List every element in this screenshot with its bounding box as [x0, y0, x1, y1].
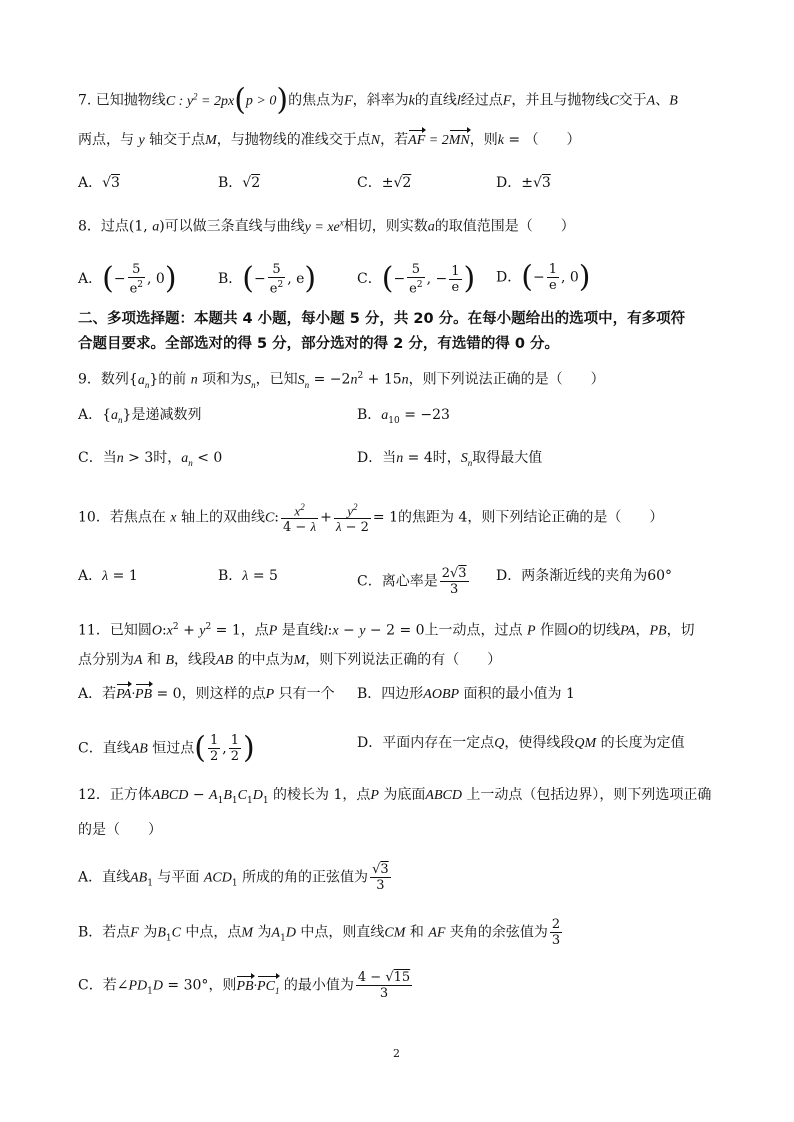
q9-option-a[interactable]: A．$\{a_n\}$是递减数列	[78, 407, 202, 425]
q7-option-b[interactable]: B．√2	[218, 175, 261, 191]
q8-option-c[interactable]: C．(− $\frac{5}{e^2}$ , − $\frac{1}{e}$ )	[357, 261, 476, 297]
q8-stem: 8．过点(1, a)可以做三条直线与曲线$y = xe^x$相切，则实数a的取值范围是（ ）	[78, 217, 575, 235]
q10-option-b[interactable]: B．λ = 5	[218, 568, 278, 584]
q9-option-b[interactable]: B．$a_{10} = -23$	[357, 407, 450, 426]
q7-line-2: 两点，与 y 轴交于点M，与抛物线的准线交于点N，若AF = 2MN，则k = （ ）	[78, 130, 581, 151]
q10-option-c[interactable]: C．离心率是 $\frac{2√3}{3}$	[357, 566, 467, 597]
q12-line-1: 12．正方体ABCD − $A_1B_1C_1D_1$ 的棱长为 1，点P 为底面ABCD 上一动点（包括边界），则下列选项正确	[78, 787, 712, 806]
q12-line-2: 的是（ ）	[78, 822, 162, 838]
q11-option-a[interactable]: A．若PA·PB = 0，则这样的点P 只有一个	[78, 684, 335, 705]
q12-option-b[interactable]: B．若点F 为$B_1C$ 中点，点M 为$A_1D$ 中点，则直线CM 和 AF 夹角的余弦值为 $\frac{2}{3}$	[78, 917, 561, 948]
q8-option-b[interactable]: B．(− $\frac{5}{e^2}$ , e)	[218, 261, 317, 297]
q10-option-a[interactable]: A．λ = 1	[78, 568, 138, 584]
q12-option-a[interactable]: A．直线$AB_1$ 与平面 $ACD_1$ 所成的角的正弦值为 $\frac{√3}{3}$	[78, 862, 389, 893]
q7-option-a[interactable]: A．√3	[78, 175, 120, 191]
section-heading-line-2: 合题目要求。全部选对的得 5 分，部分选对的得 2 分，有选错的得 0 分。	[78, 336, 560, 352]
q7-formula: C : $y^2 = 2px$	[165, 91, 235, 109]
q11-option-b[interactable]: B．四边形AOBP 面积的最小值为 1	[357, 686, 575, 702]
q11-option-d[interactable]: D．平面内存在一定点Q，使得线段QM 的长度为定值	[357, 735, 685, 751]
page-number: 2	[393, 1047, 400, 1060]
q11-line-2: 点分别为A 和 B，线段AB 的中点为M，则下列说法正确的有（ ）	[78, 652, 502, 668]
q7-option-c[interactable]: C．±√2	[357, 175, 412, 191]
q12-option-c[interactable]: C．若$\angle PD_1D = 30^\circ$，则$PB\cdot PC_1$ 的最小值为 $\frac{4 - √15}{3}$	[78, 970, 411, 1001]
q9-option-c[interactable]: C．当n > 3时，$a_n < 0$	[78, 450, 223, 468]
q10-option-d[interactable]: D．两条渐近线的夹角为60°	[496, 568, 673, 584]
q9-option-d[interactable]: D．当n = 4时，$S_n$取得最大值	[357, 450, 543, 468]
section-heading-line-1: 二、多项选择题：本题共 4 小题，每小题 5 分，共 20 分。在每小题给出的选项中，有多项符	[78, 311, 686, 327]
q7-text: 7. 已知抛物线	[78, 92, 166, 109]
q11-option-c[interactable]: C．直线AB 恒过点( $\frac{1}{2}$ , $\frac{1}{2}$ )	[78, 730, 255, 766]
q11-line-1: 11．已知圆$O:x^2 + y^2 = 1$，点P 是直线l:x − y − 2 = 0上一动点，过点 P 作圆O的切线PA，PB，切	[78, 622, 695, 639]
q7-option-d[interactable]: D．±√3	[496, 175, 551, 191]
q7-line-1: 7. 已知抛物线C : $y^2 = 2px(p > 0)$的焦点为F，斜率为k的直线l经过点F，并且与抛物线C交于A、B	[78, 82, 678, 118]
q10-stem: 10．若焦点在 x 轴上的双曲线C: $\frac{x^2}{4 - \lambda}$ + $\frac{y^2}{\lambda - 2}$ = 1的焦距为 4，则下列结论正确的是（ ）	[78, 502, 664, 536]
q9-stem: 9．数列$\{a_n\}$的前 n 项和为$S_n$，已知$S_n = -2n^2 + 15n$，则下列说法正确的是（ ）	[78, 371, 605, 390]
q8-option-d[interactable]: D．(− $\frac{1}{e}$ , 0)	[496, 259, 591, 295]
q8-option-a[interactable]: A．(− $\frac{5}{e^2}$ , 0)	[78, 261, 177, 297]
